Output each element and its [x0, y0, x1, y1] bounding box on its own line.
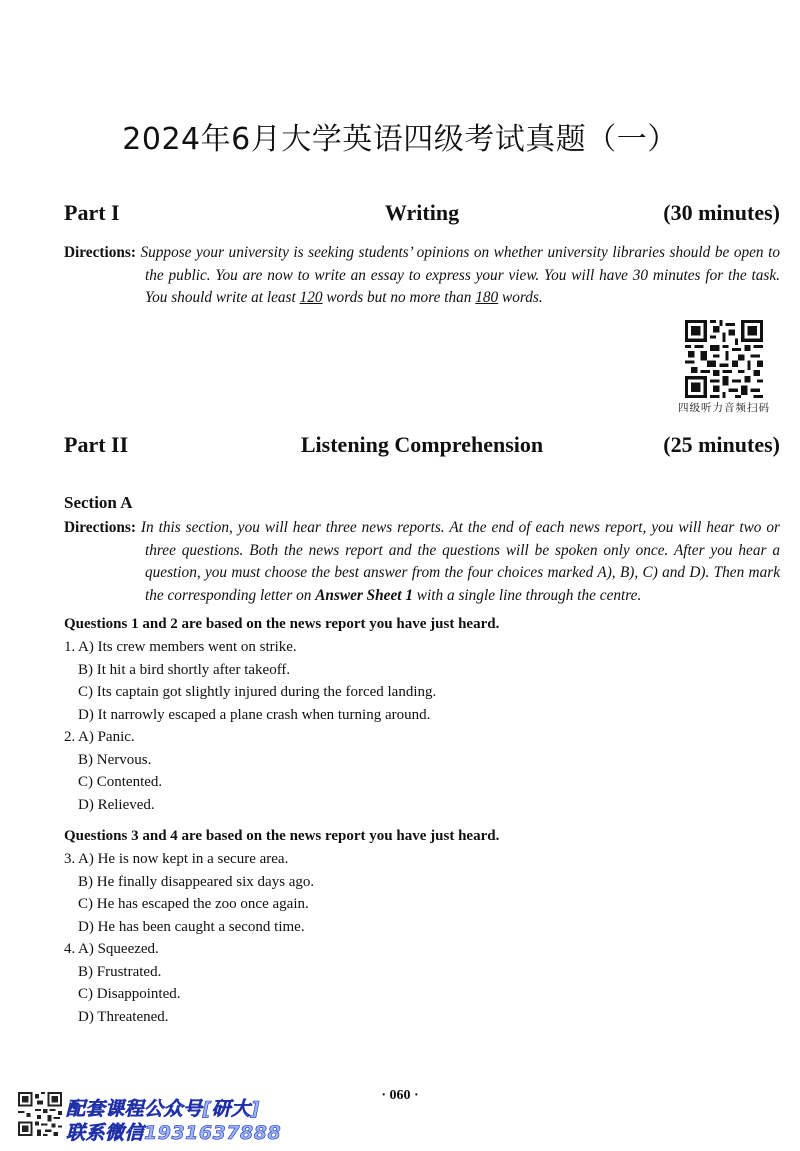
part2-header	[64, 432, 780, 462]
question-3	[64, 848, 664, 940]
page-number: · 060 ·	[381, 1088, 419, 1103]
part2-label: Part II	[64, 432, 129, 457]
option-b[interactable]: B) He finally disappeared six days ago.	[78, 873, 315, 890]
answer-sheet-label: Answer Sheet 1	[315, 586, 413, 604]
question-number: 3.	[64, 851, 76, 867]
directions-label: Directions:	[64, 519, 136, 536]
directions-text: In this section, you will hear three news reports. At the end of each news report, you will hear two or three questions. Both the news report and the questions will be spoken only once. After you hear a question, you must choose the best answer from the four choices marked A), B), C) and D). Then mark the corresponding letter on	[140, 519, 780, 604]
option-c[interactable]: C) Disappointed.	[78, 986, 181, 1003]
directions-label: Directions:	[64, 244, 136, 261]
part2-directions	[64, 517, 780, 607]
question-2	[64, 726, 664, 818]
directions-text: with a single line through the centre.	[412, 586, 642, 604]
option-a[interactable]: A) Panic.	[78, 729, 135, 745]
option-a[interactable]: A) Its crew members went on strike.	[78, 639, 297, 655]
option-d[interactable]: D) Threatened.	[78, 1008, 169, 1025]
option-b[interactable]: B) Frustrated.	[78, 963, 162, 980]
question-number: 2.	[64, 729, 76, 745]
part1-time: (30 minutes)	[663, 200, 780, 225]
option-d[interactable]: D) Relieved.	[78, 796, 155, 813]
option-d[interactable]: D) He has been caught a second time.	[78, 918, 305, 935]
question-group-heading: Questions 1 and 2 are based on the news report you have just heard.	[64, 616, 500, 632]
question-group-heading: Questions 3 and 4 are based on the news report you have just heard.	[64, 828, 500, 844]
option-b[interactable]: B) Nervous.	[78, 751, 152, 768]
option-c[interactable]: C) Contented.	[78, 774, 163, 791]
max-words: 180	[475, 289, 499, 306]
option-c[interactable]: C) He has escaped the zoo once again.	[78, 896, 309, 913]
option-a[interactable]: A) He is now kept in a secure area.	[78, 851, 289, 867]
watermark-line1: 配套课程公众号[研大]	[66, 1098, 260, 1120]
watermark-qr-icon	[18, 1092, 62, 1136]
question-1	[64, 636, 664, 728]
question-number: 1.	[64, 639, 76, 655]
part1-header	[64, 200, 780, 230]
qr-caption: 四级听力音频扫码	[678, 402, 770, 414]
qr-code-icon[interactable]	[684, 320, 764, 398]
option-c[interactable]: C) Its captain got slightly injured during the forced landing.	[78, 684, 437, 701]
section-heading: Section A	[64, 493, 133, 512]
min-words: 120	[299, 289, 323, 306]
part1-directions	[64, 242, 780, 310]
directions-text: Suppose your university is seeking students’ opinions on whether university libraries should be open to the public. You are now to write an essay to express your view. You will have 30 minutes for the task. You should write at least	[140, 244, 780, 306]
page-title: 2024年6月大学英语四级考试真题（一）	[122, 122, 678, 157]
option-a[interactable]: A) Squeezed.	[78, 941, 159, 957]
watermark-line2: 联系微信1931637888	[66, 1122, 282, 1144]
question-number: 4.	[64, 941, 76, 957]
question-4	[64, 938, 664, 1030]
part1-label: Part I	[64, 200, 120, 225]
part2-time: (25 minutes)	[663, 432, 780, 457]
directions-text: words but no more than	[322, 289, 476, 306]
part1-name: Writing	[384, 200, 460, 225]
option-d[interactable]: D) It narrowly escaped a plane crash when turning around.	[78, 706, 431, 723]
part2-name: Listening Comprehension	[300, 432, 544, 457]
option-b[interactable]: B) It hit a bird shortly after takeoff.	[78, 661, 291, 678]
directions-text: words.	[498, 289, 543, 306]
